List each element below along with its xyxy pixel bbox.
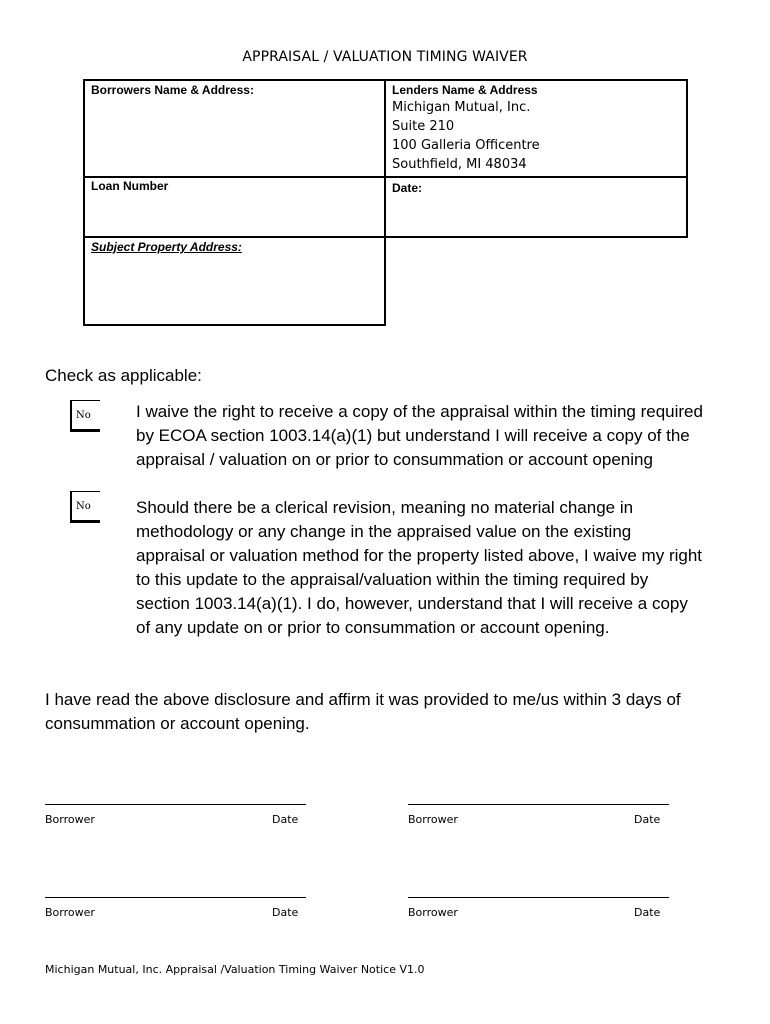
page-title: APPRAISAL / VALUATION TIMING WAIVER — [242, 49, 528, 65]
lender-name: Michigan Mutual, Inc. — [392, 100, 531, 115]
signature-line[interactable] — [45, 804, 306, 805]
waiver-1-line: appraisal / valuation on or prior to consummation or account opening — [136, 450, 653, 469]
check-heading: Check as applicable: — [45, 366, 202, 385]
affirmation-line: I have read the above disclosure and affirm it was provided to me/us within 3 days of — [45, 690, 681, 709]
date-label: Date: — [392, 181, 423, 195]
waiver-text-2 — [136, 496, 702, 640]
loan-number-label: Loan Number — [91, 179, 169, 193]
lenders-cell — [384, 79, 688, 178]
date-sig-label: Date — [634, 906, 661, 919]
waiver-checkbox-2[interactable] — [70, 491, 100, 523]
borrower-label: Borrower — [408, 813, 458, 826]
lender-city: Southfield, MI 48034 — [392, 157, 527, 172]
date-sig-label: Date — [634, 813, 661, 826]
lenders-label: Lenders Name & Address — [392, 83, 538, 97]
signature-line[interactable] — [408, 804, 669, 805]
waiver-checkbox-1[interactable] — [70, 400, 100, 432]
waiver-2-line: appraisal or valuation method for the property listed above, I waive my right — [136, 546, 703, 565]
signature-line[interactable] — [408, 897, 669, 898]
subject-property-label: Subject Property Address: — [91, 240, 242, 254]
footer-text: Michigan Mutual, Inc. Appraisal /Valuation Timing Waiver Notice V1.0 — [45, 963, 425, 976]
waiver-2-line: Should there be a clerical revision, meaning no material change in — [136, 498, 634, 517]
lender-street: 100 Galleria Officentre — [392, 138, 540, 153]
affirmation-text — [45, 688, 681, 736]
waiver-1-line: by ECOA section 1003.14(a)(1) but understand I will receive a copy of the — [136, 426, 690, 445]
signature-line[interactable] — [45, 897, 306, 898]
checkbox-2-text: No — [76, 501, 91, 512]
borrower-label: Borrower — [408, 906, 458, 919]
waiver-2-line: of any update on or prior to consummation or account opening. — [136, 618, 610, 637]
subject-property-cell[interactable] — [83, 236, 386, 326]
affirmation-line: consummation or account opening. — [45, 714, 310, 733]
waiver-1-line: I waive the right to receive a copy of the appraisal within the timing required — [136, 402, 703, 421]
date-cell[interactable] — [384, 176, 688, 238]
loan-number-cell[interactable] — [83, 176, 386, 238]
borrower-label: Borrower — [45, 906, 95, 919]
borrowers-cell[interactable] — [83, 79, 386, 178]
checkbox-1-text: No — [76, 410, 91, 421]
lender-suite: Suite 210 — [392, 119, 455, 134]
date-sig-label: Date — [272, 813, 299, 826]
date-sig-label: Date — [272, 906, 299, 919]
borrower-label: Borrower — [45, 813, 95, 826]
waiver-2-line: methodology or any change in the appraised value on the existing — [136, 522, 632, 541]
waiver-2-line: section 1003.14(a)(1). I do, however, understand that I will receive a copy — [136, 594, 688, 613]
waiver-2-line: to this update to the appraisal/valuation within the timing required by — [136, 570, 649, 589]
waiver-text-1 — [136, 400, 703, 472]
borrowers-label: Borrowers Name & Address: — [91, 83, 254, 97]
